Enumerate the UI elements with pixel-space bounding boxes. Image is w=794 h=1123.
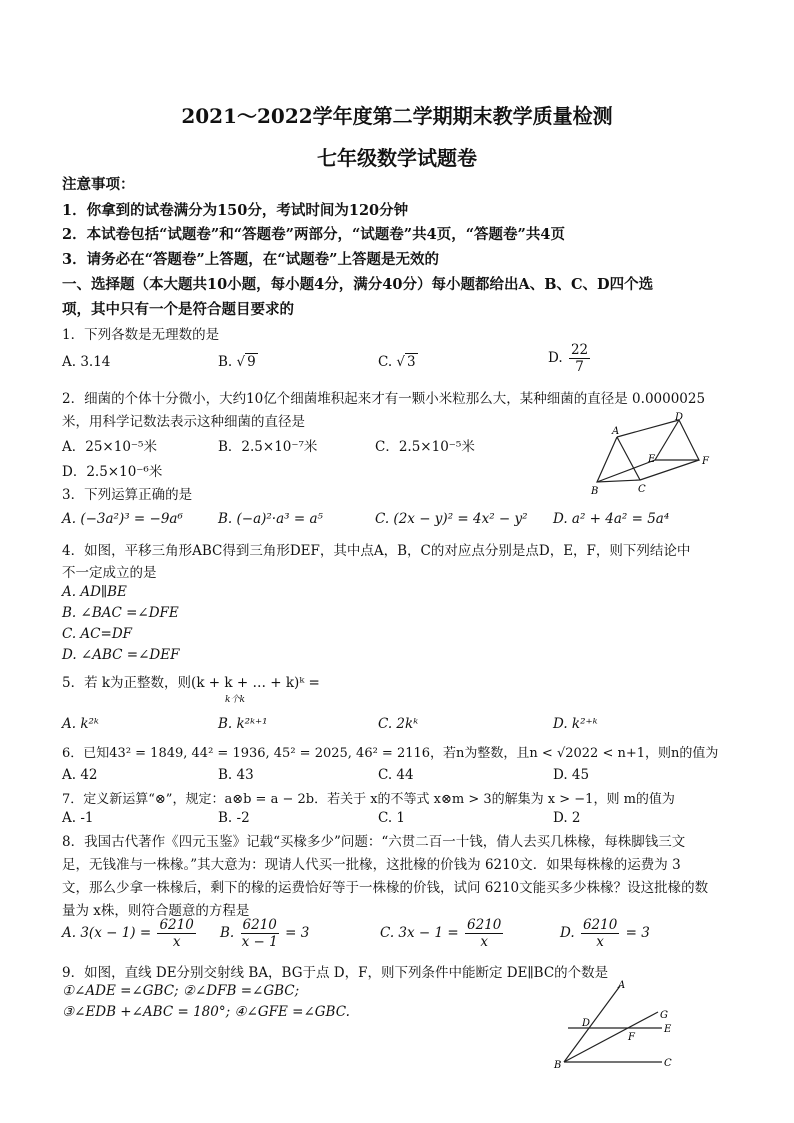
q1-option-b: B. √ 9 — [218, 354, 256, 370]
point-label-a: A — [612, 426, 620, 437]
q5-underbrace-label: k个k — [225, 695, 245, 705]
q2-option-a: A．25×10⁻⁵米 — [62, 439, 157, 455]
question-8-stem-cont: 足，无钱准与一株椽。”其大意为：现请人代买一批椽，这批椽的价钱为 6210文．如果每株椽的运费为 3 — [62, 857, 681, 873]
note-item: 2．本试卷包括“试题卷”和“答题卷”两部分，“试题卷”共4页，“答题卷”共4页 — [62, 226, 565, 243]
numerator: 6210 — [467, 917, 502, 933]
denominator: x — [596, 934, 604, 950]
parallel-lines-figure — [550, 978, 710, 1070]
q7-option-a: A. -1 — [62, 810, 94, 826]
ray-bg — [564, 1012, 658, 1062]
q4-option-b: B. ∠BAC =∠DFE — [62, 605, 179, 621]
q3-option-a: A. (−3a²)³ = −9a⁶ — [62, 511, 183, 527]
q8-option-b-label: B. — [220, 925, 235, 941]
q8-option-d — [560, 917, 650, 950]
notes-heading: 注意事项： — [62, 176, 135, 193]
question-8-stem-cont: 文，那么少拿一株椽后，剩下的椽的运费恰好等于一株椽的价钱，试问 6210文能买多少株椽？设这批椽的数 — [62, 880, 709, 896]
q8-option-b-rhs: = 3 — [285, 925, 310, 941]
numerator: 6210 — [159, 917, 194, 933]
q8-option-c-lhs: C. 3x − 1 = — [380, 925, 459, 941]
point-label-f: F — [702, 456, 709, 467]
point-label-e: E — [648, 454, 656, 465]
q1-option-d-label: D. — [548, 350, 563, 366]
question-8-stem-cont: 量为 x株，则符合题意的方程是 — [62, 903, 250, 919]
q1-option-c-label: C. — [378, 354, 393, 370]
q3-option-d: D. a² + 4a² = 5a⁴ — [553, 511, 670, 527]
point-label-c: C — [664, 1058, 672, 1069]
point-label-d: D — [582, 1018, 591, 1029]
q8-option-d-label: D. — [560, 925, 575, 941]
point-label-e: E — [664, 1024, 672, 1035]
q3-option-b: B. (−a)²·a³ = a⁵ — [218, 511, 323, 527]
question-3-stem: 3．下列运算正确的是 — [62, 487, 193, 503]
q1-option-b-label: B. — [218, 354, 233, 370]
note-item: 3．请务必在“答题卷”上答题，在“试题卷”上答题是无效的 — [62, 251, 439, 268]
section-heading-cont: 项，其中只有一个是符合题目要求的 — [62, 301, 294, 318]
point-label-f: F — [628, 1032, 635, 1043]
q8-option-d-rhs: = 3 — [625, 925, 650, 941]
page-subtitle: 七年级数学试题卷 — [317, 146, 477, 170]
q4-option-a: A. AD∥BE — [62, 584, 127, 600]
q5-option-c: C. 2kᵏ — [378, 716, 419, 732]
q5-option-d: D. k²⁺ᵏ — [553, 716, 598, 732]
triangle-abc — [597, 437, 640, 482]
numerator: 6210 — [582, 917, 618, 933]
fraction — [581, 917, 619, 950]
denominator: 7 — [575, 359, 584, 375]
q6-option-a: A. 42 — [62, 767, 98, 783]
q1-option-d — [548, 342, 592, 375]
question-8-stem: 8．我国古代著作《四元玉鉴》记载“买椽多少”问题：“六贯二百一十钱，倩人去买几株椽，每株脚钱三文 — [62, 834, 686, 850]
q2-option-c: C．2.5×10⁻⁵米 — [375, 439, 475, 455]
question-1-stem: 1．下列各数是无理数的是 — [62, 327, 220, 343]
numerator: 22 — [570, 342, 589, 358]
q7-option-d: D. 2 — [553, 810, 581, 826]
q6-option-c: C. 44 — [378, 767, 414, 783]
point-label-b: B — [591, 486, 599, 497]
section-heading: 一、选择题（本大题共10小题，每小题4分，满分40分）每小题都给出A、B、C、D四个选 — [62, 276, 654, 293]
ray-ba — [564, 986, 620, 1062]
question-6-stem: 6．已知43² = 1849, 44² = 1936, 45² = 2025, 46² = 2116，若n为整数，且n < √2022 < n+1，则n的值为 — [62, 746, 719, 761]
q8-option-a — [62, 917, 198, 950]
note-item: 1．你拿到的试卷满分为150分，考试时间为120分钟 — [62, 202, 409, 219]
question-2-stem: 2．细菌的个体十分微小，大约10亿个细菌堆积起来才有一颗小米粒那么大，某种细菌的直径是 0.0000025 — [62, 391, 706, 407]
triangle-def — [655, 420, 699, 460]
q3-option-c: C. (2x − y)² = 4x² − y² — [375, 511, 528, 527]
q6-option-d: D. 45 — [553, 767, 590, 783]
fraction — [465, 917, 503, 950]
q6-option-b: B. 43 — [218, 767, 254, 783]
q1-option-c-radicand: 3 — [407, 354, 416, 370]
question-9-stem: 9．如图，直线 DE分别交射线 BA，BG于点 D，F，则下列条件中能断定 DE∥BC的个数是 — [62, 965, 609, 981]
denominator: x — [172, 934, 181, 950]
question-4-stem: 4．如图，平移三角形ABC得到三角形DEF，其中点A，B，C的对应点分别是点D，E，F，则下列结论中 — [62, 543, 691, 559]
page-title: 2021～2022学年度第二学期期末教学质量检测 — [181, 104, 613, 128]
q1-option-c: C. √ 3 — [378, 354, 416, 370]
point-label-d: D — [675, 412, 684, 423]
q9-condition-line-2: ③∠EDB +∠ABC = 180°; ④∠GFE =∠GBC. — [62, 1004, 350, 1020]
q8-option-c — [380, 917, 505, 950]
question-2-stem-cont: 米，用科学记数法表示这种细菌的直径是 — [62, 414, 305, 430]
question-5-stem: 5．若 k为正整数，则(k + k + … + k)ᵏ = — [62, 675, 320, 691]
question-4-stem-cont: 不一定成立的是 — [62, 565, 157, 581]
q8-option-a-lhs: A. 3(x − 1) = — [62, 925, 152, 941]
point-label-g: G — [660, 1010, 668, 1021]
point-label-a: A — [618, 980, 626, 991]
q4-option-d: D. ∠ABC =∠DEF — [62, 647, 180, 663]
q1-option-a: A. 3.14 — [62, 354, 111, 370]
denominator: x − 1 — [241, 934, 278, 950]
fraction — [157, 917, 195, 950]
q7-option-c: C. 1 — [378, 810, 406, 826]
q2-option-d: D．2.5×10⁻⁶米 — [62, 464, 163, 480]
q5-option-a: A. k²ᵏ — [62, 716, 99, 732]
q8-option-b — [220, 917, 309, 950]
point-label-c: C — [638, 484, 646, 495]
numerator: 6210 — [242, 917, 277, 933]
q9-condition-line-1: ①∠ADE =∠GBC; ②∠DFB =∠GBC; — [62, 983, 300, 999]
fraction — [241, 917, 279, 950]
q5-option-b: B. k²ᵏ⁺¹ — [218, 716, 268, 732]
q2-option-b: B．2.5×10⁻⁷米 — [218, 439, 318, 455]
point-label-b: B — [554, 1060, 562, 1070]
denominator: x — [480, 934, 489, 950]
q7-option-b: B. -2 — [218, 810, 250, 826]
translation-triangle-figure — [585, 412, 720, 497]
q1-option-b-radicand: 9 — [247, 354, 256, 370]
fraction — [569, 342, 590, 375]
q4-option-c: C. AC=DF — [62, 626, 133, 642]
question-7-stem: 7．定义新运算“⊗”，规定：a⊗b = a − 2b．若关于 x的不等式 x⊗m > 3的解集为 x > −1，则 m的值为 — [62, 792, 675, 807]
